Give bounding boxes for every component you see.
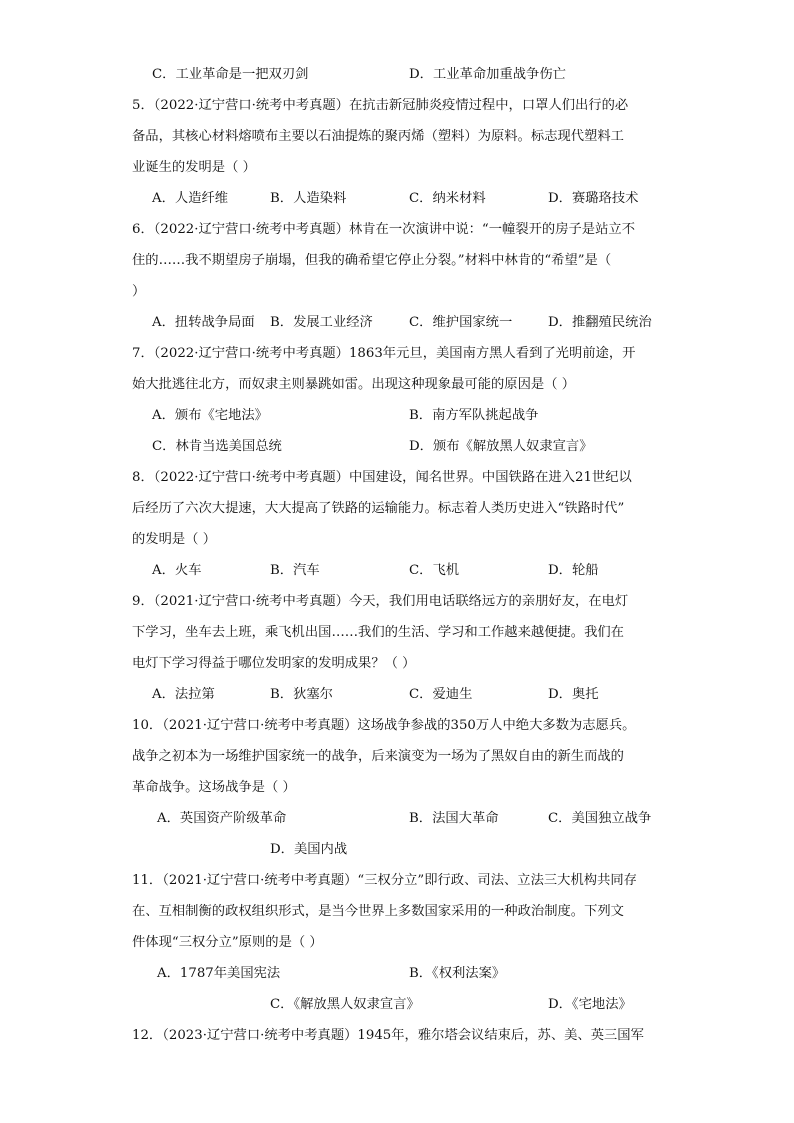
q8-option-c[interactable]: C．飞机 [409, 563, 460, 578]
q7-option-c[interactable]: C．林肯当选美国总统 [152, 439, 282, 454]
q7-option-b[interactable]: B．南方军队挑起战争 [409, 408, 539, 423]
q7-text-line-2: 始大批逃往北方，而奴隶主则暴跳如雷。出现这种现象最可能的原因是（ ） [132, 377, 576, 392]
q5-option-b[interactable]: B．人造染料 [270, 191, 347, 206]
q9-option-d[interactable]: D．奥托 [548, 687, 599, 702]
q6-option-b[interactable]: B．发展工业经济 [270, 315, 373, 330]
q10-text-line-2: 战争之初本为一场维护国家统一的战争，后来演变为一场为了黑奴自由的新生而战的 [132, 749, 624, 764]
q5-option-a[interactable]: A．人造纤维 [152, 191, 229, 206]
q11-option-a[interactable]: A．1787年美国宪法 [157, 966, 281, 981]
q11-option-d[interactable]: D．《宅地法》 [548, 997, 632, 1012]
q5-text-line-3: 业诞生的发明是（ ） [132, 160, 256, 175]
q4-option-d[interactable]: D．工业革命加重战争伤亡 [409, 67, 566, 82]
q8-text-line-3: 的发明是（ ） [132, 532, 217, 547]
q8-text-line-2: 后经历了六次大提速，大大提高了铁路的运输能力。标志着人类历史进入“铁路时代” [132, 501, 625, 516]
q10-option-a[interactable]: A．英国资产阶级革命 [157, 811, 287, 826]
q8-option-d[interactable]: D．轮船 [548, 563, 599, 578]
q5-text-line-2: 备品，其核心材料熔喷布主要以石油提炼的聚丙烯（塑料）为原料。标志现代塑料工 [132, 129, 624, 144]
q11-option-b[interactable]: B．《权利法案》 [409, 966, 506, 981]
q7-option-d[interactable]: D．颁布《解放黑人奴隶宣言》 [409, 439, 593, 454]
q6-option-c[interactable]: C．维护国家统一 [409, 315, 513, 330]
q9-option-c[interactable]: C．爱迪生 [409, 687, 473, 702]
q5-option-c[interactable]: C．纳米材料 [409, 191, 486, 206]
q10-text-line-3: 革命战争。这场战争是（ ） [132, 780, 296, 795]
q11-option-c[interactable]: C．《解放黑人奴隶宣言》 [270, 997, 420, 1012]
q4-option-c[interactable]: C．工业革命是一把双刃剑 [152, 67, 309, 82]
q6-option-a[interactable]: A．扭转战争局面 [152, 315, 255, 330]
q9-option-b[interactable]: B．狄塞尔 [270, 687, 333, 702]
q6-option-d[interactable]: D．推翻殖民统治 [548, 315, 652, 330]
q7-text-line-1: 7．（2022·辽宁营口·统考中考真题）1863年元旦，美国南方黑人看到了光明前途，开 [132, 346, 636, 361]
q11-text-line-3: 件体现“三权分立”原则的是（ ） [132, 935, 323, 950]
q7-option-a[interactable]: A．颁布《宅地法》 [152, 408, 268, 423]
q6-text-line-3: ） [132, 284, 146, 299]
q8-text-line-1: 8．（2022·辽宁营口·统考中考真题）中国建设，闻名世界。中国铁路在进入21世纪以 [132, 470, 632, 485]
q10-option-d[interactable]: D．美国内战 [270, 842, 348, 857]
q9-text-line-2: 下学习，坐车去上班，乘飞机出国……我们的生活、学习和工作越来越便捷。我们在 [132, 625, 624, 640]
q6-text-line-2: 住的……我不期望房子崩塌，但我的确希望它停止分裂。”材料中林肯的“希望”是（ [132, 253, 612, 268]
q8-option-b[interactable]: B．汽车 [270, 563, 320, 578]
q10-option-b[interactable]: B．法国大革命 [409, 811, 499, 826]
q8-option-a[interactable]: A．火车 [152, 563, 202, 578]
q9-text-line-3: 电灯下学习得益于哪位发明家的发明成果？（ ） [132, 656, 416, 671]
q11-text-line-1: 11．（2021·辽宁营口·统考中考真题）“三权分立”即行政、司法、立法三大机构共同存 [132, 873, 637, 888]
q9-text-line-1: 9．（2021·辽宁营口·统考中考真题）今天，我们用电话联络远方的亲朋好友，在电灯 [132, 594, 629, 609]
q5-option-d[interactable]: D．赛璐珞技术 [548, 191, 639, 206]
q10-text-line-1: 10．（2021·辽宁营口·统考中考真题）这场战争参战的350万人中绝大多数为志愿兵。 [132, 718, 636, 733]
q6-text-line-1: 6．（2022·辽宁营口·统考中考真题）林肯在一次演讲中说：“一幢裂开的房子是站立不 [132, 222, 635, 237]
q5-text-line-1: 5．（2022·辽宁营口·统考中考真题）在抗击新冠肺炎疫情过程中，口罩人们出行的必 [132, 98, 629, 113]
q12-text-line-1: 12．（2023·辽宁营口·统考中考真题）1945年，雅尔塔会议结束后，苏、美、英三国军 [132, 1028, 644, 1043]
q9-option-a[interactable]: A．法拉第 [152, 687, 215, 702]
q10-option-c[interactable]: C．美国独立战争 [548, 811, 652, 826]
q11-text-line-2: 在、互相制衡的政权组织形式，是当今世界上多数国家采用的一种政治制度。下列文 [132, 904, 624, 919]
